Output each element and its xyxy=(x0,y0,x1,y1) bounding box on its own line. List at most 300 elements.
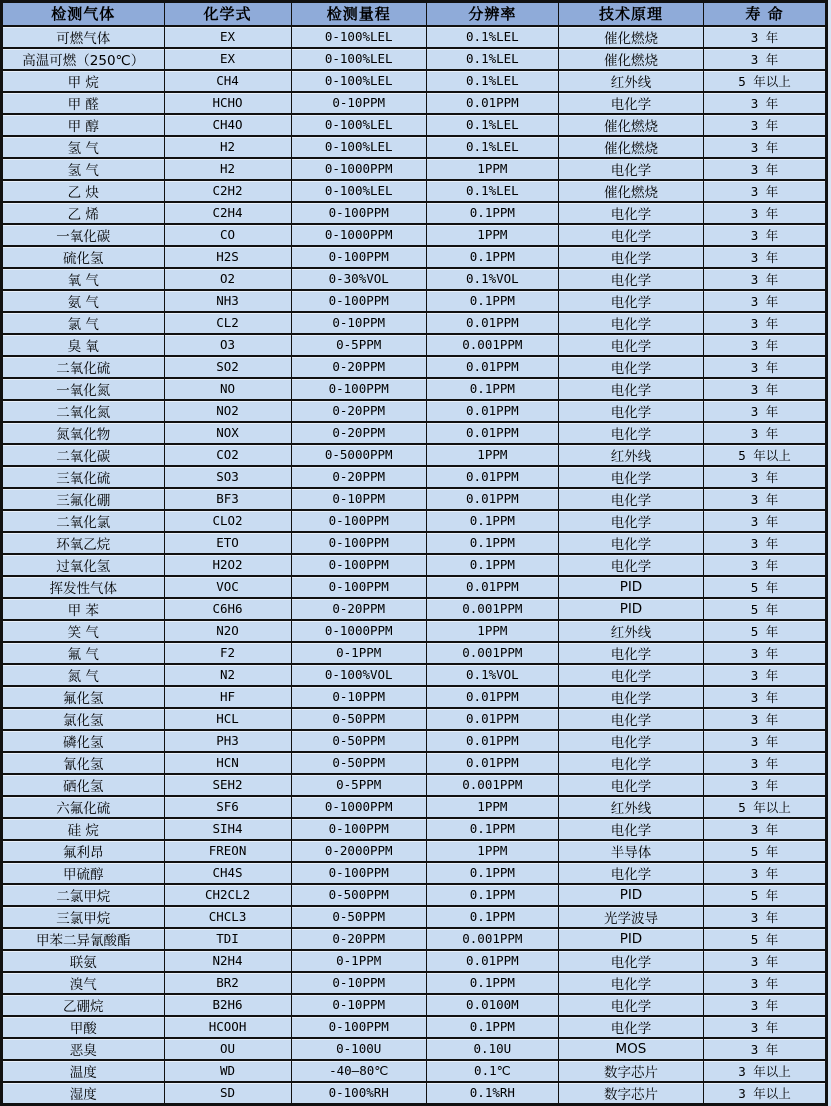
table-row xyxy=(2,752,827,774)
cell-detection-range: 0-100%LEL xyxy=(291,48,426,70)
cell-technology-principle: 电化学 xyxy=(558,224,703,246)
cell-gas-name: 硅 烷 xyxy=(2,818,165,840)
cell-chemical-formula: NO xyxy=(164,378,291,400)
cell-detection-range: 0-100PPM xyxy=(291,202,426,224)
cell-chemical-formula: CO xyxy=(164,224,291,246)
cell-detection-range: 0-100%LEL xyxy=(291,114,426,136)
cell-detection-range: 0-100%VOL xyxy=(291,664,426,686)
cell-chemical-formula: N2H4 xyxy=(164,950,291,972)
cell-technology-principle: 电化学 xyxy=(558,554,703,576)
cell-technology-principle: 数字芯片 xyxy=(558,1060,703,1082)
cell-lifespan: 3 年 xyxy=(704,510,827,532)
table-row xyxy=(2,576,827,598)
cell-gas-name: 甲 苯 xyxy=(2,598,165,620)
cell-lifespan: 3 年 xyxy=(704,1016,827,1038)
cell-chemical-formula: O3 xyxy=(164,334,291,356)
cell-technology-principle: 红外线 xyxy=(558,444,703,466)
cell-detection-range: 0-10PPM xyxy=(291,312,426,334)
table-header xyxy=(2,2,827,26)
cell-technology-principle: 电化学 xyxy=(558,488,703,510)
cell-gas-name: 二氧化氮 xyxy=(2,400,165,422)
cell-chemical-formula: EX xyxy=(164,26,291,48)
cell-chemical-formula: NOX xyxy=(164,422,291,444)
cell-resolution: 0.01PPM xyxy=(426,312,558,334)
table-row xyxy=(2,598,827,620)
cell-detection-range: 0-10PPM xyxy=(291,92,426,114)
cell-technology-principle: 电化学 xyxy=(558,510,703,532)
table-row xyxy=(2,48,827,70)
cell-lifespan: 5 年 xyxy=(704,928,827,950)
cell-technology-principle: 电化学 xyxy=(558,950,703,972)
table-row xyxy=(2,686,827,708)
cell-technology-principle: 电化学 xyxy=(558,774,703,796)
table-row xyxy=(2,642,827,664)
cell-technology-principle: 催化燃烧 xyxy=(558,136,703,158)
cell-chemical-formula: CL2 xyxy=(164,312,291,334)
cell-detection-range: 0-20PPM xyxy=(291,928,426,950)
table-row xyxy=(2,862,827,884)
cell-chemical-formula: CH4O xyxy=(164,114,291,136)
cell-lifespan: 3 年 xyxy=(704,400,827,422)
cell-resolution: 0.01PPM xyxy=(426,686,558,708)
cell-lifespan: 3 年 xyxy=(704,158,827,180)
cell-lifespan: 5 年 xyxy=(704,620,827,642)
cell-detection-range: 0-50PPM xyxy=(291,708,426,730)
cell-gas-name: 二氯甲烷 xyxy=(2,884,165,906)
table-row xyxy=(2,730,827,752)
cell-gas-name: 溴气 xyxy=(2,972,165,994)
table-row xyxy=(2,400,827,422)
cell-chemical-formula: SIH4 xyxy=(164,818,291,840)
cell-gas-name: 氟化氢 xyxy=(2,686,165,708)
cell-lifespan: 3 年 xyxy=(704,950,827,972)
cell-lifespan: 3 年 xyxy=(704,554,827,576)
cell-lifespan: 3 年 xyxy=(704,730,827,752)
cell-resolution: 0.1PPM xyxy=(426,378,558,400)
cell-chemical-formula: N2O xyxy=(164,620,291,642)
table-row xyxy=(2,290,827,312)
cell-detection-range: 0-100PPM xyxy=(291,554,426,576)
cell-technology-principle: 电化学 xyxy=(558,290,703,312)
cell-technology-principle: 电化学 xyxy=(558,752,703,774)
cell-lifespan: 3 年 xyxy=(704,312,827,334)
cell-detection-range: 0-100U xyxy=(291,1038,426,1060)
cell-chemical-formula: C2H4 xyxy=(164,202,291,224)
cell-detection-range: 0-1000PPM xyxy=(291,224,426,246)
cell-technology-principle: PID xyxy=(558,598,703,620)
table-row xyxy=(2,466,827,488)
cell-resolution: 0.1℃ xyxy=(426,1060,558,1082)
cell-detection-range: 0-20PPM xyxy=(291,598,426,620)
table-row xyxy=(2,1082,827,1105)
cell-lifespan: 3 年 xyxy=(704,224,827,246)
table-row xyxy=(2,532,827,554)
cell-resolution: 0.1PPM xyxy=(426,510,558,532)
cell-lifespan: 3 年 xyxy=(704,422,827,444)
cell-detection-range: 0-100PPM xyxy=(291,532,426,554)
cell-chemical-formula: SF6 xyxy=(164,796,291,818)
cell-technology-principle: 电化学 xyxy=(558,972,703,994)
cell-gas-name: 甲 烷 xyxy=(2,70,165,92)
cell-gas-name: 甲苯二异氰酸酯 xyxy=(2,928,165,950)
table-row xyxy=(2,180,827,202)
cell-chemical-formula: NO2 xyxy=(164,400,291,422)
cell-technology-principle: 电化学 xyxy=(558,862,703,884)
cell-detection-range: 0-5PPM xyxy=(291,334,426,356)
cell-lifespan: 3 年 xyxy=(704,136,827,158)
cell-resolution: 0.01PPM xyxy=(426,752,558,774)
cell-technology-principle: 数字芯片 xyxy=(558,1082,703,1105)
cell-technology-principle: 光学波导 xyxy=(558,906,703,928)
cell-detection-range: 0-100%RH xyxy=(291,1082,426,1105)
cell-lifespan: 3 年 xyxy=(704,862,827,884)
cell-resolution: 0.01PPM xyxy=(426,400,558,422)
cell-chemical-formula: F2 xyxy=(164,642,291,664)
cell-technology-principle: 电化学 xyxy=(558,356,703,378)
cell-lifespan: 3 年 xyxy=(704,180,827,202)
cell-technology-principle: 红外线 xyxy=(558,796,703,818)
cell-gas-name: 甲 醇 xyxy=(2,114,165,136)
cell-lifespan: 3 年 xyxy=(704,906,827,928)
cell-lifespan: 3 年 xyxy=(704,488,827,510)
cell-chemical-formula: CH2CL2 xyxy=(164,884,291,906)
cell-resolution: 0.0100M xyxy=(426,994,558,1016)
cell-chemical-formula: CH4 xyxy=(164,70,291,92)
cell-detection-range: 0-100PPM xyxy=(291,576,426,598)
cell-gas-name: 乙硼烷 xyxy=(2,994,165,1016)
cell-lifespan: 3 年 xyxy=(704,268,827,290)
table-row xyxy=(2,70,827,92)
cell-chemical-formula: ETO xyxy=(164,532,291,554)
table-row xyxy=(2,136,827,158)
cell-lifespan: 3 年以上 xyxy=(704,1060,827,1082)
cell-resolution: 1PPM xyxy=(426,158,558,180)
cell-chemical-formula: PH3 xyxy=(164,730,291,752)
cell-gas-name: 臭 氧 xyxy=(2,334,165,356)
cell-chemical-formula: H2 xyxy=(164,158,291,180)
table-row xyxy=(2,620,827,642)
cell-detection-range: 0-100PPM xyxy=(291,290,426,312)
cell-gas-name: 可燃气体 xyxy=(2,26,165,48)
cell-resolution: 1PPM xyxy=(426,444,558,466)
cell-lifespan: 3 年 xyxy=(704,994,827,1016)
table-row xyxy=(2,1038,827,1060)
table-row xyxy=(2,972,827,994)
cell-detection-range: 0-100%LEL xyxy=(291,26,426,48)
cell-resolution: 0.1%LEL xyxy=(426,180,558,202)
table-body xyxy=(2,26,827,1105)
cell-technology-principle: 电化学 xyxy=(558,92,703,114)
cell-technology-principle: 半导体 xyxy=(558,840,703,862)
cell-resolution: 0.1PPM xyxy=(426,246,558,268)
cell-technology-principle: 电化学 xyxy=(558,334,703,356)
cell-detection-range: 0-30%VOL xyxy=(291,268,426,290)
table-row xyxy=(2,906,827,928)
table-row xyxy=(2,202,827,224)
cell-technology-principle: 电化学 xyxy=(558,466,703,488)
cell-resolution: 0.1%VOL xyxy=(426,268,558,290)
table-row xyxy=(2,334,827,356)
cell-technology-principle: 催化燃烧 xyxy=(558,114,703,136)
table-row xyxy=(2,356,827,378)
cell-lifespan: 5 年 xyxy=(704,598,827,620)
cell-detection-range: 0-10PPM xyxy=(291,972,426,994)
table-row xyxy=(2,268,827,290)
cell-technology-principle: PID xyxy=(558,884,703,906)
table-row xyxy=(2,1060,827,1082)
cell-lifespan: 5 年以上 xyxy=(704,444,827,466)
cell-gas-name: 挥发性气体 xyxy=(2,576,165,598)
cell-technology-principle: 电化学 xyxy=(558,664,703,686)
table-row xyxy=(2,26,827,48)
cell-chemical-formula: B2H6 xyxy=(164,994,291,1016)
cell-resolution: 0.1%LEL xyxy=(426,48,558,70)
cell-lifespan: 3 年 xyxy=(704,818,827,840)
cell-gas-name: 二氧化硫 xyxy=(2,356,165,378)
cell-technology-principle: 催化燃烧 xyxy=(558,48,703,70)
cell-gas-name: 乙 烯 xyxy=(2,202,165,224)
cell-chemical-formula: HCHO xyxy=(164,92,291,114)
cell-resolution: 0.1PPM xyxy=(426,202,558,224)
cell-detection-range: 0-10PPM xyxy=(291,686,426,708)
cell-resolution: 0.1%VOL xyxy=(426,664,558,686)
cell-gas-name: 硫化氢 xyxy=(2,246,165,268)
cell-gas-name: 二氧化氯 xyxy=(2,510,165,532)
cell-detection-range: 0-2000PPM xyxy=(291,840,426,862)
cell-gas-name: 氢 气 xyxy=(2,158,165,180)
cell-detection-range: -40—80℃ xyxy=(291,1060,426,1082)
cell-lifespan: 3 年 xyxy=(704,202,827,224)
cell-resolution: 0.001PPM xyxy=(426,928,558,950)
cell-technology-principle: 电化学 xyxy=(558,818,703,840)
cell-chemical-formula: CLO2 xyxy=(164,510,291,532)
cell-detection-range: 0-100PPM xyxy=(291,862,426,884)
table-row xyxy=(2,312,827,334)
cell-technology-principle: 电化学 xyxy=(558,642,703,664)
cell-detection-range: 0-100PPM xyxy=(291,378,426,400)
cell-resolution: 0.001PPM xyxy=(426,774,558,796)
cell-chemical-formula: C6H6 xyxy=(164,598,291,620)
cell-gas-name: 氯化氢 xyxy=(2,708,165,730)
cell-detection-range: 0-20PPM xyxy=(291,400,426,422)
cell-chemical-formula: BF3 xyxy=(164,488,291,510)
cell-chemical-formula: H2S xyxy=(164,246,291,268)
table-row xyxy=(2,510,827,532)
cell-technology-principle: 红外线 xyxy=(558,620,703,642)
cell-resolution: 0.01PPM xyxy=(426,356,558,378)
column-header-resolution: 分辨率 xyxy=(426,2,558,26)
cell-resolution: 0.1%LEL xyxy=(426,26,558,48)
cell-lifespan: 3 年 xyxy=(704,642,827,664)
cell-detection-range: 0-100PPM xyxy=(291,246,426,268)
cell-chemical-formula: BR2 xyxy=(164,972,291,994)
cell-chemical-formula: VOC xyxy=(164,576,291,598)
cell-chemical-formula: HCOOH xyxy=(164,1016,291,1038)
cell-detection-range: 0-20PPM xyxy=(291,356,426,378)
cell-technology-principle: 电化学 xyxy=(558,730,703,752)
cell-resolution: 0.1%RH xyxy=(426,1082,558,1105)
table-row xyxy=(2,708,827,730)
cell-lifespan: 3 年 xyxy=(704,664,827,686)
cell-resolution: 0.01PPM xyxy=(426,92,558,114)
table-row xyxy=(2,994,827,1016)
cell-gas-name: 甲 醛 xyxy=(2,92,165,114)
cell-lifespan: 3 年 xyxy=(704,686,827,708)
cell-resolution: 0.1PPM xyxy=(426,884,558,906)
cell-gas-name: 磷化氢 xyxy=(2,730,165,752)
cell-chemical-formula: CO2 xyxy=(164,444,291,466)
cell-detection-range: 0-10PPM xyxy=(291,994,426,1016)
table-row xyxy=(2,378,827,400)
cell-resolution: 0.1PPM xyxy=(426,554,558,576)
cell-detection-range: 0-100PPM xyxy=(291,818,426,840)
cell-detection-range: 0-100%LEL xyxy=(291,70,426,92)
cell-gas-name: 笑 气 xyxy=(2,620,165,642)
cell-lifespan: 3 年 xyxy=(704,466,827,488)
cell-resolution: 0.001PPM xyxy=(426,598,558,620)
cell-technology-principle: 电化学 xyxy=(558,1016,703,1038)
cell-resolution: 1PPM xyxy=(426,620,558,642)
cell-lifespan: 5 年 xyxy=(704,840,827,862)
cell-lifespan: 3 年 xyxy=(704,532,827,554)
cell-technology-principle: 电化学 xyxy=(558,312,703,334)
cell-detection-range: 0-1000PPM xyxy=(291,158,426,180)
table-row xyxy=(2,114,827,136)
cell-technology-principle: 电化学 xyxy=(558,202,703,224)
table-row xyxy=(2,950,827,972)
cell-technology-principle: 电化学 xyxy=(558,158,703,180)
cell-chemical-formula: SEH2 xyxy=(164,774,291,796)
cell-technology-principle: 催化燃烧 xyxy=(558,180,703,202)
cell-resolution: 0.01PPM xyxy=(426,576,558,598)
cell-gas-name: 三氯甲烷 xyxy=(2,906,165,928)
cell-technology-principle: 红外线 xyxy=(558,70,703,92)
cell-resolution: 1PPM xyxy=(426,840,558,862)
cell-resolution: 0.10U xyxy=(426,1038,558,1060)
table-row xyxy=(2,224,827,246)
column-header-detection-range: 检测量程 xyxy=(291,2,426,26)
table-row xyxy=(2,1016,827,1038)
cell-chemical-formula: SO2 xyxy=(164,356,291,378)
cell-lifespan: 3 年 xyxy=(704,334,827,356)
cell-technology-principle: 电化学 xyxy=(558,378,703,400)
cell-gas-name: 过氧化氢 xyxy=(2,554,165,576)
cell-lifespan: 3 年 xyxy=(704,972,827,994)
cell-gas-name: 六氟化硫 xyxy=(2,796,165,818)
cell-gas-name: 恶臭 xyxy=(2,1038,165,1060)
cell-gas-name: 氰化氢 xyxy=(2,752,165,774)
cell-detection-range: 0-1PPM xyxy=(291,950,426,972)
cell-detection-range: 0-50PPM xyxy=(291,906,426,928)
cell-technology-principle: 电化学 xyxy=(558,422,703,444)
cell-gas-name: 氟 气 xyxy=(2,642,165,664)
cell-lifespan: 3 年 xyxy=(704,290,827,312)
cell-chemical-formula: HCL xyxy=(164,708,291,730)
cell-technology-principle: MOS xyxy=(558,1038,703,1060)
column-header-chemical-formula: 化学式 xyxy=(164,2,291,26)
table-row xyxy=(2,158,827,180)
cell-lifespan: 5 年以上 xyxy=(704,70,827,92)
cell-resolution: 1PPM xyxy=(426,224,558,246)
cell-technology-principle: PID xyxy=(558,576,703,598)
cell-technology-principle: PID xyxy=(558,928,703,950)
cell-lifespan: 3 年 xyxy=(704,752,827,774)
cell-gas-name: 三氟化硼 xyxy=(2,488,165,510)
table-row xyxy=(2,818,827,840)
cell-lifespan: 3 年 xyxy=(704,708,827,730)
cell-chemical-formula: SD xyxy=(164,1082,291,1105)
cell-chemical-formula: CH4S xyxy=(164,862,291,884)
cell-chemical-formula: O2 xyxy=(164,268,291,290)
table-row xyxy=(2,928,827,950)
cell-chemical-formula: OU xyxy=(164,1038,291,1060)
cell-resolution: 0.1PPM xyxy=(426,818,558,840)
table-row xyxy=(2,796,827,818)
cell-detection-range: 0-50PPM xyxy=(291,752,426,774)
cell-detection-range: 0-100PPM xyxy=(291,510,426,532)
cell-resolution: 0.1PPM xyxy=(426,290,558,312)
cell-resolution: 1PPM xyxy=(426,796,558,818)
cell-chemical-formula: H2O2 xyxy=(164,554,291,576)
cell-lifespan: 3 年 xyxy=(704,26,827,48)
column-header-gas-name: 检测气体 xyxy=(2,2,165,26)
cell-gas-name: 二氧化碳 xyxy=(2,444,165,466)
table-row xyxy=(2,488,827,510)
cell-lifespan: 5 年 xyxy=(704,884,827,906)
cell-chemical-formula: CHCL3 xyxy=(164,906,291,928)
column-header-lifespan: 寿 命 xyxy=(704,2,827,26)
cell-gas-name: 环氧乙烷 xyxy=(2,532,165,554)
cell-chemical-formula: EX xyxy=(164,48,291,70)
cell-resolution: 0.01PPM xyxy=(426,730,558,752)
cell-detection-range: 0-100%LEL xyxy=(291,180,426,202)
cell-resolution: 0.01PPM xyxy=(426,950,558,972)
cell-gas-name: 三氧化硫 xyxy=(2,466,165,488)
cell-lifespan: 3 年 xyxy=(704,356,827,378)
cell-resolution: 0.001PPM xyxy=(426,642,558,664)
cell-chemical-formula: WD xyxy=(164,1060,291,1082)
cell-lifespan: 5 年 xyxy=(704,576,827,598)
cell-gas-name: 高温可燃（250℃） xyxy=(2,48,165,70)
cell-technology-principle: 电化学 xyxy=(558,994,703,1016)
cell-gas-name: 甲硫醇 xyxy=(2,862,165,884)
cell-resolution: 0.01PPM xyxy=(426,708,558,730)
header-row xyxy=(2,2,827,26)
cell-resolution: 0.001PPM xyxy=(426,334,558,356)
cell-detection-range: 0-20PPM xyxy=(291,422,426,444)
cell-detection-range: 0-1000PPM xyxy=(291,796,426,818)
cell-gas-name: 氯 气 xyxy=(2,312,165,334)
cell-chemical-formula: NH3 xyxy=(164,290,291,312)
cell-detection-range: 0-100PPM xyxy=(291,1016,426,1038)
cell-lifespan: 3 年 xyxy=(704,774,827,796)
cell-resolution: 0.1PPM xyxy=(426,862,558,884)
cell-lifespan: 5 年以上 xyxy=(704,796,827,818)
cell-chemical-formula: H2 xyxy=(164,136,291,158)
cell-resolution: 0.1%LEL xyxy=(426,70,558,92)
cell-chemical-formula: N2 xyxy=(164,664,291,686)
cell-lifespan: 3 年 xyxy=(704,1038,827,1060)
cell-lifespan: 3 年 xyxy=(704,48,827,70)
cell-lifespan: 3 年 xyxy=(704,246,827,268)
cell-detection-range: 0-100%LEL xyxy=(291,136,426,158)
cell-chemical-formula: HF xyxy=(164,686,291,708)
cell-gas-name: 一氧化碳 xyxy=(2,224,165,246)
cell-gas-name: 氟利昂 xyxy=(2,840,165,862)
cell-technology-principle: 电化学 xyxy=(558,532,703,554)
cell-chemical-formula: TDI xyxy=(164,928,291,950)
table-row xyxy=(2,92,827,114)
